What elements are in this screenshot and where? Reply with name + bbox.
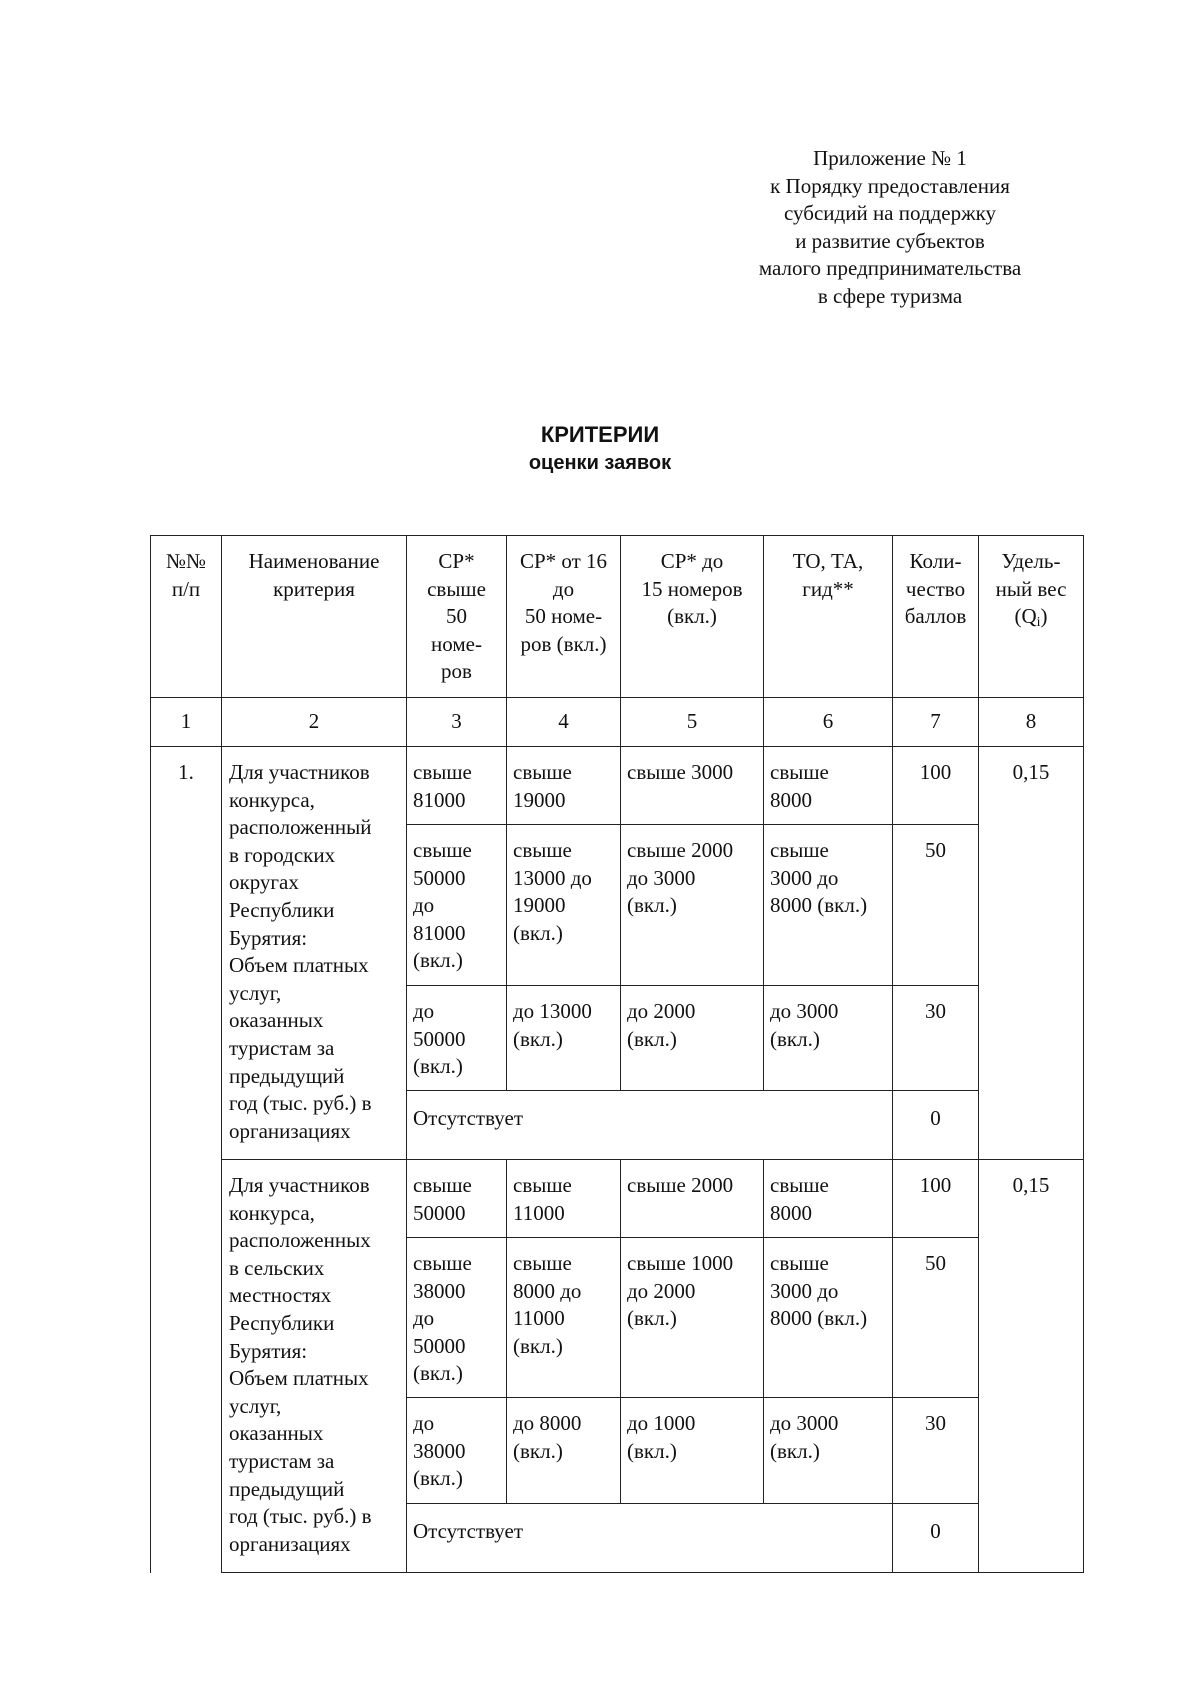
header-to-ta: ТО, ТА, гид** (764, 536, 893, 698)
value-cell: свыше 2000 (621, 1160, 764, 1238)
value-cell: свыше 81000 (407, 747, 507, 825)
weight-cell: 0,15 (979, 747, 1084, 1160)
criterion-name: Для участников конкурса, расположенных в сельских местностях Республики Бурятия: Объем платных услуг, оказанных туристам за предыдущий год (тыс. руб.) в организациях (222, 1160, 407, 1573)
column-number: 6 (764, 698, 893, 747)
column-number: 5 (621, 698, 764, 747)
value-cell: свыше 38000 до 50000 (вкл.) (407, 1238, 507, 1398)
points-cell: 30 (893, 986, 979, 1091)
value-cell: свыше 50000 до 81000 (вкл.) (407, 825, 507, 986)
points-cell: 100 (893, 1160, 979, 1238)
points-cell: 50 (893, 1238, 979, 1398)
header-cp-upto-15: СР* до 15 номеров (вкл.) (621, 536, 764, 698)
points-cell: 100 (893, 747, 979, 825)
points-cell: 0 (893, 1504, 979, 1573)
annex-line: и развитие субъектов (795, 228, 985, 253)
table-header-row (151, 536, 1084, 698)
points-cell: 30 (893, 1398, 979, 1504)
annex-line: к Порядку предоставления (770, 173, 1010, 198)
header-num: №№ п/п (151, 536, 222, 698)
value-cell: свыше 50000 (407, 1160, 507, 1238)
header-cp-16-50: СР* от 16 до 50 номе- ров (вкл.) (507, 536, 621, 698)
value-cell: свыше 3000 (621, 747, 764, 825)
value-cell: до 3000 (вкл.) (764, 986, 893, 1091)
value-cell: свыше 2000 до 3000 (вкл.) (621, 825, 764, 986)
column-number: 1 (151, 698, 222, 747)
value-cell: до 2000 (вкл.) (621, 986, 764, 1091)
column-number: 8 (979, 698, 1084, 747)
annex-line: субсидий на поддержку (784, 201, 996, 226)
value-cell: свыше 19000 (507, 747, 621, 825)
criterion-name: Для участников конкурса, расположенный в городских округах Республики Бурятия: Объем платных услуг, оказанных туристам за предыдущий год (тыс. руб.) в организациях (222, 747, 407, 1160)
table-row (151, 747, 1084, 825)
column-number-row (151, 698, 1084, 747)
value-cell: свыше 3000 до 8000 (вкл.) (764, 825, 893, 986)
value-cell: свыше 8000 (764, 1160, 893, 1238)
header-name: Наименование критерия (222, 536, 407, 698)
document-title: КРИТЕРИИ (540, 422, 660, 447)
header-weight: Удель- ный вес $(Q_i)$ (979, 536, 1084, 698)
column-number: 7 (893, 698, 979, 747)
criteria-table (150, 535, 1084, 1573)
header-cp-over-50: СР* свыше 50 номе- ров (407, 536, 507, 698)
absent-cell: Отсутствует (407, 1091, 893, 1160)
document-subtitle: оценки заявок (528, 452, 672, 474)
value-cell: свыше 13000 до 19000 (вкл.) (507, 825, 621, 986)
value-cell: до 3000 (вкл.) (764, 1398, 893, 1504)
value-cell: до 8000 (вкл.) (507, 1398, 621, 1504)
points-cell: 0 (893, 1091, 979, 1160)
value-cell: свыше 3000 до 8000 (вкл.) (764, 1238, 893, 1398)
annex-line: малого предпринимательства (758, 256, 1022, 281)
header-points: Коли- чество баллов (893, 536, 979, 698)
value-cell: до 1000 (вкл.) (621, 1398, 764, 1504)
absent-cell: Отсутствует (407, 1504, 893, 1573)
annex-line: Приложение № 1 (813, 146, 967, 170)
annex-heading (720, 145, 1060, 311)
value-cell: свыше 8000 до 11000 (вкл.) (507, 1238, 621, 1398)
value-cell: свыше 11000 (507, 1160, 621, 1238)
value-cell: до 13000 (вкл.) (507, 986, 621, 1091)
value-cell: до 38000 (вкл.) (407, 1398, 507, 1504)
column-number: 2 (222, 698, 407, 747)
value-cell: свыше 8000 (764, 747, 893, 825)
weight-cell: 0,15 (979, 1160, 1084, 1573)
annex-line: в сфере туризма (817, 283, 963, 308)
row-number: 1. (151, 747, 222, 1573)
column-number: 3 (407, 698, 507, 747)
table-row (151, 1160, 1084, 1238)
points-cell: 50 (893, 825, 979, 986)
column-number: 4 (507, 698, 621, 747)
value-cell: до 50000 (вкл.) (407, 986, 507, 1091)
value-cell: свыше 1000 до 2000 (вкл.) (621, 1238, 764, 1398)
